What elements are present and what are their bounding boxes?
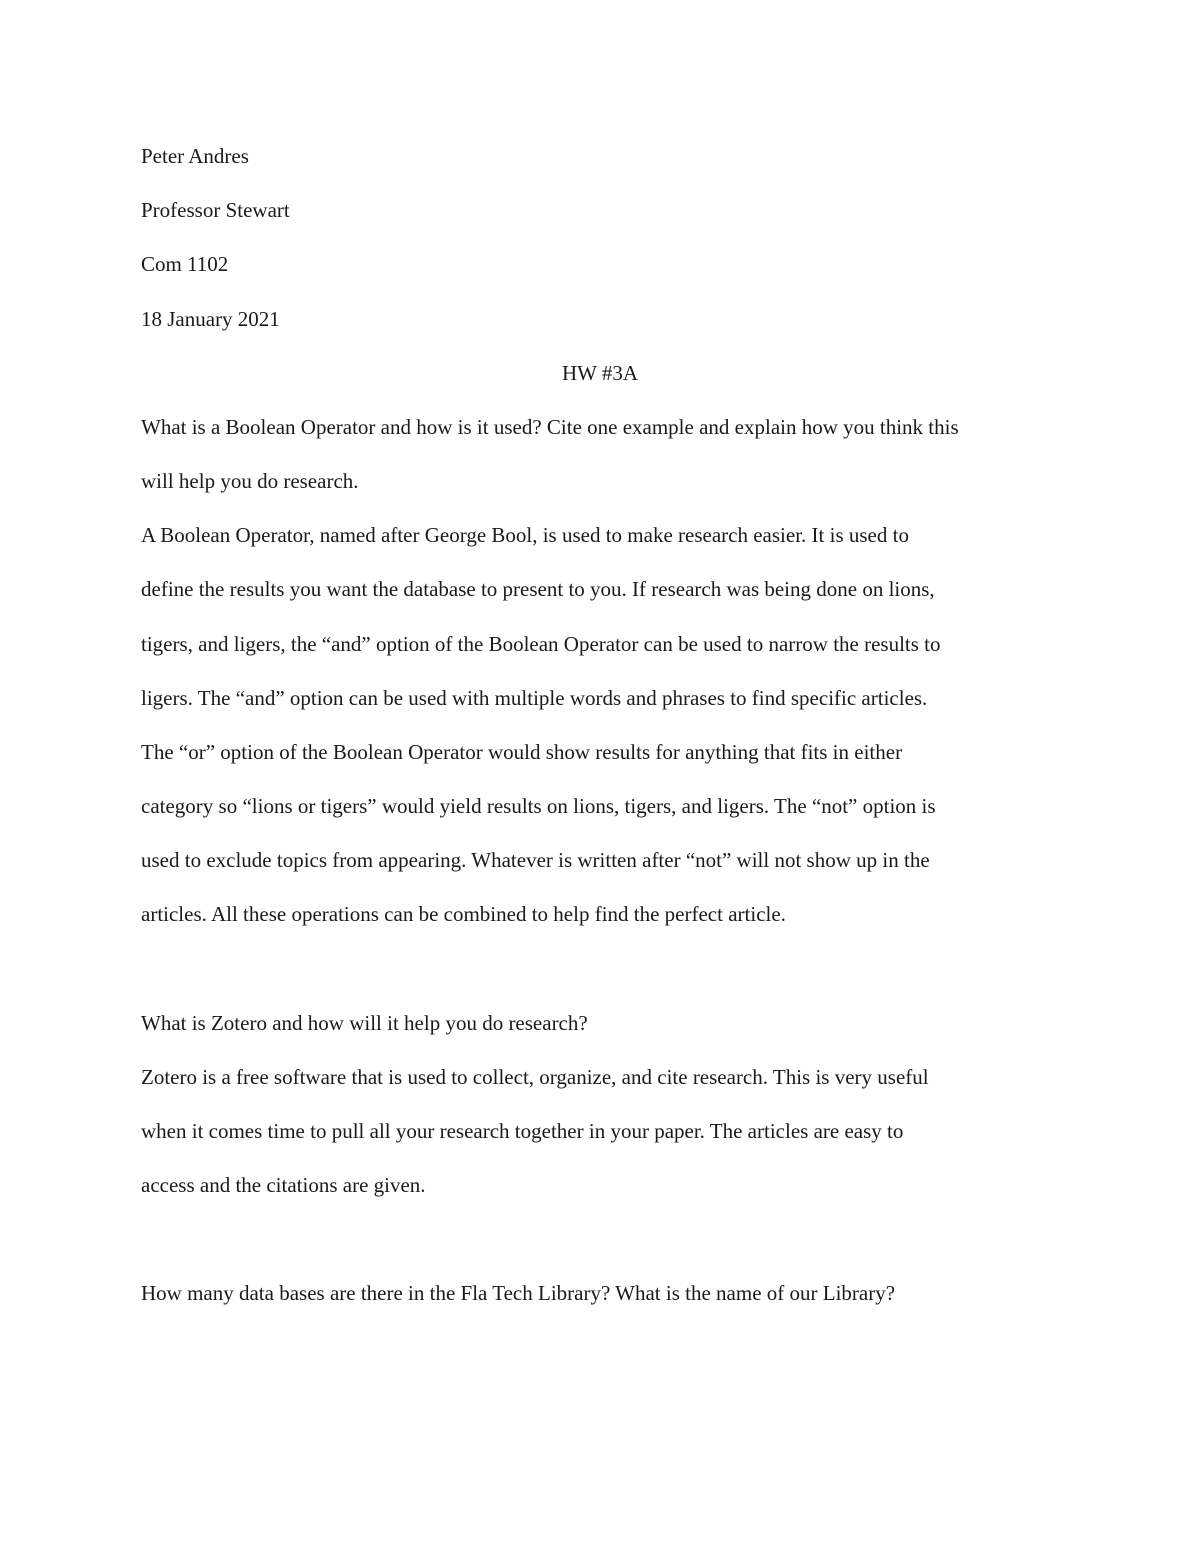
answer-1-line-2: define the results you want the database to present to you. If research was being done on lions,: [141, 577, 935, 601]
document-title: HW #3A: [561, 361, 639, 385]
answer-1-line-5: The “or” option of the Boolean Operator would show results for anything that fits in either: [141, 740, 903, 764]
question-3: How many data bases are there in the Fla Tech Library? What is the name of our Library?: [141, 1281, 896, 1305]
answer-2-line-3: access and the citations are given.: [141, 1173, 426, 1197]
professor-name: Professor Stewart: [141, 198, 290, 222]
answer-1-line-1: A Boolean Operator, named after George Bool, is used to make research easier. It is used to: [141, 523, 909, 547]
answer-1-line-7: used to exclude topics from appearing. Whatever is written after “not” will not show up in the: [141, 848, 930, 872]
answer-1-line-4: ligers. The “and” option can be used with multiple words and phrases to find specific articles.: [141, 686, 928, 710]
course-code: Com 1102: [141, 252, 229, 276]
document-date: 18 January 2021: [141, 307, 280, 331]
question-2: What is Zotero and how will it help you do research?: [141, 1011, 588, 1035]
author-name: Peter Andres: [141, 144, 249, 168]
answer-2-line-2: when it comes time to pull all your research together in your paper. The articles are easy to: [141, 1119, 904, 1143]
answer-2-line-1: Zotero is a free software that is used to collect, organize, and cite research. This is very useful: [141, 1065, 929, 1089]
answer-1-line-3: tigers, and ligers, the “and” option of the Boolean Operator can be used to narrow the results to: [141, 632, 941, 656]
question-1-line-2: will help you do research.: [141, 469, 359, 493]
question-1-line-1: What is a Boolean Operator and how is it used? Cite one example and explain how you think this: [141, 415, 959, 439]
answer-1-line-6: category so “lions or tigers” would yield results on lions, tigers, and ligers. The “not” option is: [141, 794, 936, 818]
answer-1-line-8: articles. All these operations can be combined to help find the perfect article.: [141, 902, 786, 926]
